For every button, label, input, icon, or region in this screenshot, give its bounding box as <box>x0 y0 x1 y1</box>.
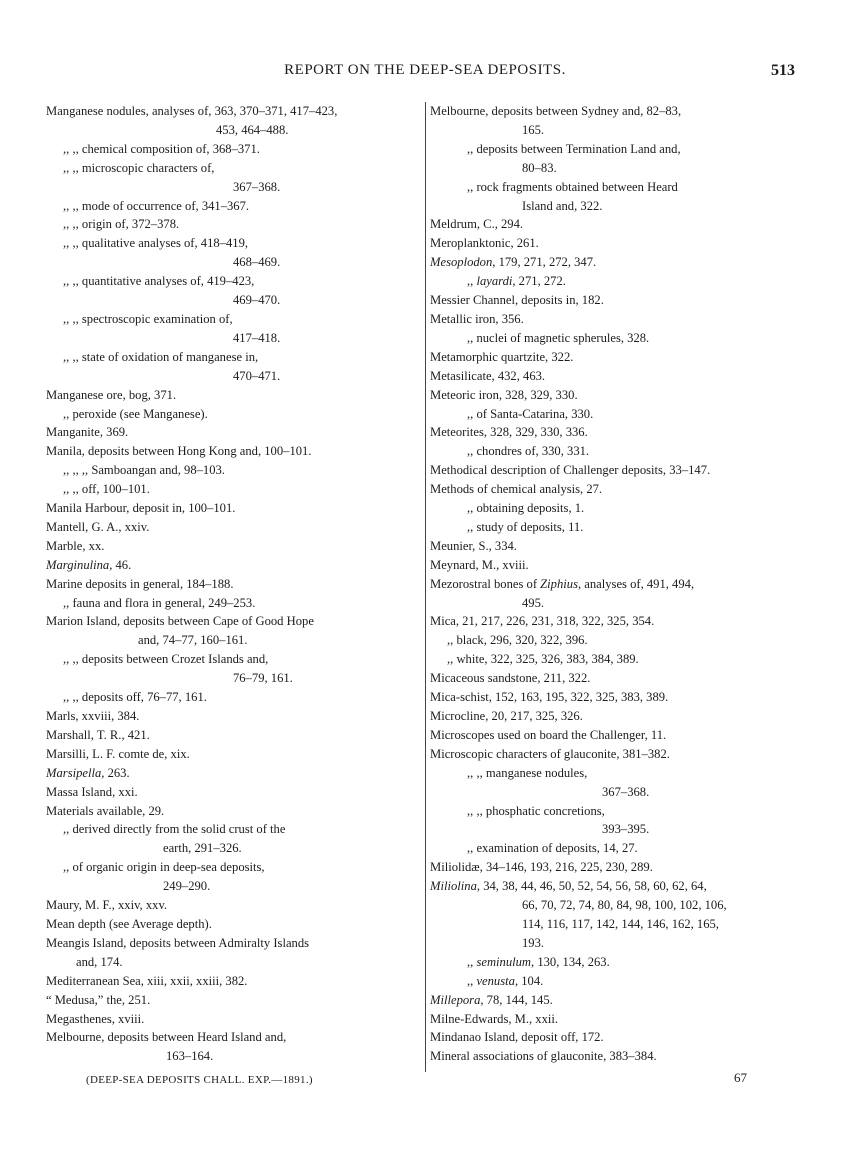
index-entry: Micaceous sandstone, 211, 322. <box>430 671 591 686</box>
index-entry: ,, ,, manganese nodules, 367–368. <box>467 765 650 799</box>
index-entry: ,, ,, mode of occurrence of, 341–367. <box>63 198 250 213</box>
index-entry: Metallic iron, 356. <box>430 311 524 326</box>
index-entry: ,, white, 322, 325, 326, 383, 384, 389. <box>447 652 639 667</box>
index-entry: Marion Island, deposits between Cape of Good Hope and, 74–77, 160–161. <box>46 614 314 648</box>
index-entry: ,, ,, off, 100–101. <box>63 482 150 497</box>
index-entry: ,, derived directly from the solid crust of the earth, 291–326. <box>63 822 286 856</box>
footer-note: (DEEP-SEA DEPOSITS CHALL. EXP.—1891.) <box>86 1074 313 1086</box>
index-entry: Melbourne, deposits between Sydney and, 82–83, 165. <box>430 104 682 137</box>
index-entry: Meldrum, C., 294. <box>430 217 524 232</box>
index-entry: ,, study of deposits, 11. <box>467 519 584 534</box>
index-entry: Meynard, M., xviii. <box>430 557 529 572</box>
index-entry: ,, deposits between Termination Land and, 80–83. <box>467 141 681 175</box>
index-entry: ,, ,, qualitative analyses of, 418–419, 468–469. <box>63 236 281 270</box>
index-entry: Melbourne, deposits between Heard Island and, 163–164. <box>46 1030 287 1064</box>
index-entry: Marls, xxviii, 384. <box>46 709 140 723</box>
index-entry: Mindanao Island, deposit off, 172. <box>430 1030 604 1045</box>
index-entry: ,, of organic origin in deep-sea deposits, 249–290. <box>63 860 265 894</box>
index-entry: Megasthenes, xviii. <box>46 1011 145 1026</box>
running-header <box>0 62 850 82</box>
signature-mark: 67 <box>734 1070 747 1085</box>
index-entry: ,, ,, ,, Samboangan and, 98–103. <box>63 463 225 478</box>
index-entry: ,, layardi, 271, 272. <box>467 274 566 289</box>
index-entry: “ Medusa,” the, 251. <box>46 992 151 1007</box>
index-entry: Mezorostral bones of Ziphius, analyses of, 491, 494, 495. <box>430 576 695 610</box>
index-entry: Massa Island, xxi. <box>46 784 138 799</box>
index-entry: Microscopic characters of glauconite, 381–382. <box>430 746 670 761</box>
index-entry: Manila Harbour, deposit in, 100–101. <box>46 501 236 516</box>
index-entry: Mineral associations of glauconite, 383–384. <box>430 1049 657 1064</box>
index-entry: ,, ,, origin of, 372–378. <box>63 217 180 232</box>
index-entry: Marble, xx. <box>46 538 105 553</box>
index-entry: ,, examination of deposits, 14, 27. <box>467 841 638 856</box>
index-entry: ,, ,, deposits off, 76–77, 161. <box>63 690 207 705</box>
index-entry: ,, chondres of, 330, 331. <box>467 444 590 459</box>
column-divider <box>425 102 426 1072</box>
index-entry: Marginulina, 46. <box>46 557 132 572</box>
index-entry: ,, fauna and flora in general, 249–253. <box>63 595 256 610</box>
index-entry: ,, of Santa-Catarina, 330. <box>467 406 594 421</box>
index-entry: Milne-Edwards, M., xxii. <box>430 1011 559 1026</box>
index-entry: ,, ,, phosphatic concretions, 393–395. <box>467 803 650 837</box>
index-entry: ,, ,, spectroscopic examination of, 417–418. <box>63 311 281 345</box>
index-entry: ,, peroxide (see Manganese). <box>63 406 208 421</box>
index-entry: Mica-schist, 152, 163, 195, 322, 325, 383, 389. <box>430 690 669 705</box>
index-entry: ,, ,, chemical composition of, 368–371. <box>63 141 260 156</box>
index-entry: Marshall, T. R., 421. <box>46 727 150 742</box>
index-column-left <box>46 102 420 1066</box>
index-entry: Manganese ore, bog, 371. <box>46 387 177 402</box>
index-entry: Marine deposits in general, 184–188. <box>46 576 234 591</box>
index-entry: Miliolidæ, 34–146, 193, 216, 225, 230, 289. <box>430 860 653 875</box>
index-entry: Meteoric iron, 328, 329, 330. <box>430 387 578 402</box>
index-entry: ,, nuclei of magnetic spherules, 328. <box>467 330 650 345</box>
index-entry: ,, rock fragments obtained between Heard Island and, 322. <box>467 179 678 213</box>
index-entry: Millepora, 78, 144, 145. <box>430 992 553 1007</box>
index-entry: Metamorphic quartzite, 322. <box>430 349 574 364</box>
index-entry: ,, ,, microscopic characters of, 367–368. <box>63 160 281 194</box>
index-entry: Maury, M. F., xxiv, xxv. <box>46 898 168 913</box>
page-number: 513 <box>771 62 795 79</box>
index-entry: ,, ,, state of oxidation of manganese in, 470–471. <box>63 349 281 383</box>
index-entry: Methodical description of Challenger deposits, 33–147. <box>430 463 711 478</box>
index-entry: ,, obtaining deposits, 1. <box>467 501 585 516</box>
index-entry: Miliolina, 34, 38, 44, 46, 50, 52, 54, 56, 58, 60, 62, 64, 66, 70, 72, 74, 80, 84, 98, 100, 102, 106, 114, 116, 117, 142, 144, 146, 162, 165, 193. <box>430 879 727 950</box>
index-entry: Mesoplodon, 179, 271, 272, 347. <box>430 255 597 270</box>
index-entry: Mica, 21, 217, 226, 231, 318, 322, 325, 354. <box>430 614 655 629</box>
index-entry: Mean depth (see Average depth). <box>46 916 212 931</box>
index-entry: Materials available, 29. <box>46 803 165 818</box>
index-entry: Meroplanktonic, 261. <box>430 236 539 251</box>
index-column-right <box>430 102 802 1066</box>
index-entry: Metasilicate, 432, 463. <box>430 368 546 383</box>
index-entry: Methods of chemical analysis, 27. <box>430 482 603 497</box>
index-entry: Meteorites, 328, 329, 330, 336. <box>430 425 588 440</box>
index-entry: Meunier, S., 334. <box>430 538 517 553</box>
index-entry: Mediterranean Sea, xiii, xxii, xxiii, 382. <box>46 973 248 988</box>
index-entry: Manganese nodules, analyses of, 363, 370–371, 417–423, 453, 464–488. <box>46 104 338 137</box>
page-title: REPORT ON THE DEEP-SEA DEPOSITS. <box>284 62 566 78</box>
index-entry: ,, seminulum, 130, 134, 263. <box>467 954 610 969</box>
index-entry: ,, venusta, 104. <box>467 973 544 988</box>
index-entry: Microcline, 20, 217, 325, 326. <box>430 709 583 723</box>
index-entry: Manila, deposits between Hong Kong and, 100–101. <box>46 444 312 459</box>
index-entry: ,, black, 296, 320, 322, 396. <box>447 633 588 648</box>
index-entry: Mantell, G. A., xxiv. <box>46 519 150 534</box>
index-entry: Messier Channel, deposits in, 182. <box>430 293 604 308</box>
index-entry: Microscopes used on board the Challenger, 11. <box>430 727 667 742</box>
index-entry: Marsilli, L. F. comte de, xix. <box>46 746 190 761</box>
index-entry: ,, ,, quantitative analyses of, 419–423, 469–470. <box>63 274 281 308</box>
index-entry: Meangis Island, deposits between Admiralty Islands and, 174. <box>46 935 310 969</box>
index-entry: Manganite, 369. <box>46 425 129 440</box>
index-entry: Marsipella, 263. <box>46 765 130 780</box>
index-entry: ,, ,, deposits between Crozet Islands and, 76–79, 161. <box>63 652 293 686</box>
